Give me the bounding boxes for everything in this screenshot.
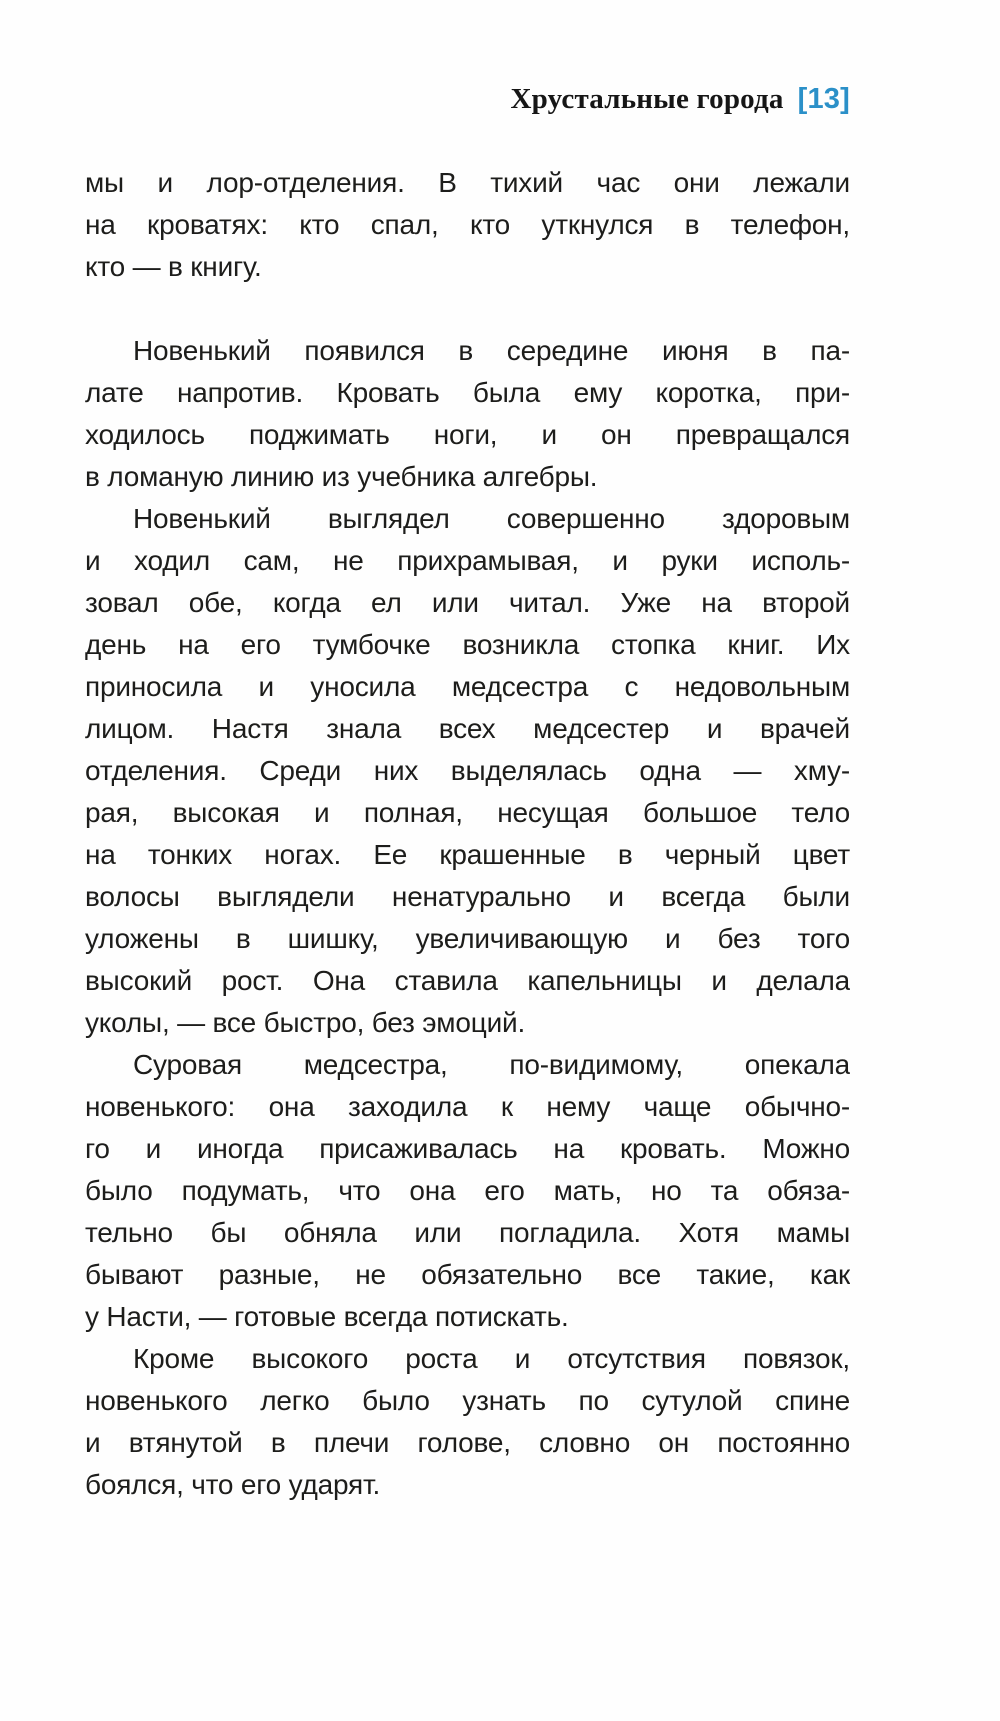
text-line: высокий рост. Она ставила капельницы и делала <box>85 965 850 996</box>
text-line: у Насти, — готовые всегда потискать. <box>85 1301 569 1332</box>
text-line: на кроватях: кто спал, кто уткнулся в телефон, <box>85 209 850 240</box>
paragraph <box>85 1338 850 1506</box>
text-line: Новенький выглядел совершенно здоровым <box>133 503 850 534</box>
page-header <box>85 82 850 116</box>
text-line: лицом. Настя знала всех медсестер и врачей <box>85 713 850 744</box>
text-line: было подумать, что она его мать, но та обяза- <box>85 1175 850 1206</box>
text-line: новенького легко было узнать по сутулой спине <box>85 1385 850 1416</box>
text-line: тельно бы обняла или погладила. Хотя мамы <box>85 1217 850 1248</box>
running-title: Хрустальные города <box>510 83 784 115</box>
text-line: волосы выглядели ненатурально и всегда были <box>85 881 850 912</box>
text-line: Новенький появился в середине июня в па- <box>133 335 850 366</box>
text-line: и ходил сам, не прихрамывая, и руки исполь- <box>85 545 850 576</box>
text-line: го и иногда присаживалась на кровать. Можно <box>85 1133 850 1164</box>
paragraph <box>85 1044 850 1338</box>
page-number: [13] <box>797 83 850 115</box>
text-line: мы и лор-отделения. В тихий час они лежали <box>85 167 850 198</box>
text-line: отделения. Среди них выделялась одна — хму- <box>85 755 850 786</box>
text-line: бывают разные, не обязательно все такие, как <box>85 1259 850 1290</box>
text-line: на тонких ногах. Ее крашенные в черный цвет <box>85 839 850 870</box>
text-line: рая, высокая и полная, несущая большое тело <box>85 797 850 828</box>
text-line: зовал обе, когда ел или читал. Уже на второй <box>85 587 850 618</box>
text-line: ходилось поджимать ноги, и он превращался <box>85 419 850 450</box>
text-line: кто — в книгу. <box>85 251 262 282</box>
text-line: в ломаную линию из учебника алгебры. <box>85 461 598 492</box>
text-line: и втянутой в плечи голове, словно он постоянно <box>85 1427 850 1458</box>
paragraph <box>85 162 850 288</box>
text-line: уколы, — все быстро, без эмоций. <box>85 1007 526 1038</box>
text-line: Суровая медсестра, по-видимому, опекала <box>133 1049 850 1080</box>
body-text <box>85 162 850 1506</box>
text-line: уложены в шишку, увеличивающую и без того <box>85 923 850 954</box>
text-line: приносила и уносила медсестра с недовольным <box>85 671 850 702</box>
paragraph <box>85 330 850 498</box>
section-break <box>85 288 850 330</box>
text-line: боялся, что его ударят. <box>85 1469 381 1500</box>
paragraph <box>85 498 850 1044</box>
text-line: день на его тумбочке возникла стопка книг. Их <box>85 629 850 660</box>
text-line: новенького: она заходила к нему чаще обычно- <box>85 1091 850 1122</box>
text-line: лате напротив. Кровать была ему коротка, при- <box>85 377 850 408</box>
text-line: Кроме высокого роста и отсутствия повязок, <box>133 1343 850 1374</box>
